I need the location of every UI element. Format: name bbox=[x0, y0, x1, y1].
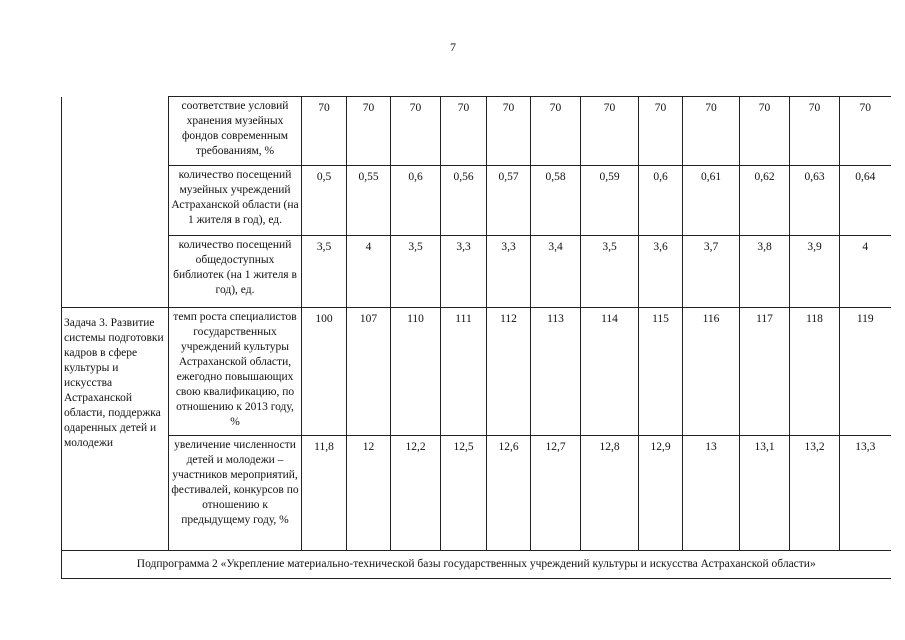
table-row bbox=[62, 97, 891, 166]
value-cell: 70 bbox=[639, 97, 683, 166]
value-cell: 12,2 bbox=[391, 436, 441, 551]
page-number: 7 bbox=[450, 40, 456, 54]
value-cell: 0,63 bbox=[790, 166, 840, 236]
value-cell: 12,6 bbox=[487, 436, 531, 551]
value-cell: 70 bbox=[487, 97, 531, 166]
indicators-table bbox=[61, 96, 891, 579]
value-cell: 118 bbox=[790, 308, 840, 436]
value-cell: 70 bbox=[441, 97, 487, 166]
value-cell: 113 bbox=[531, 308, 581, 436]
value-cell: 3,5 bbox=[581, 236, 639, 308]
table-row bbox=[62, 236, 891, 308]
value-cell: 70 bbox=[740, 97, 790, 166]
value-cell: 111 bbox=[441, 308, 487, 436]
subprogram-header: Подпрограмма 2 «Укрепление материально-технической базы государственных учреждений культуры и искусства Астраханской области» bbox=[62, 551, 891, 579]
indicator-cell: увеличение численности детей и молодежи – участников мероприятий, фестивалей, конкурсов по отношению к предыдущему году, % bbox=[169, 436, 302, 551]
indicator-cell: количество посещений общедоступных библиотек (на 1 жителя в год), ед. bbox=[169, 236, 302, 308]
value-cell: 12 bbox=[347, 436, 391, 551]
value-cell: 70 bbox=[302, 97, 347, 166]
value-cell: 0,57 bbox=[487, 166, 531, 236]
value-cell: 0,62 bbox=[740, 166, 790, 236]
value-cell: 116 bbox=[683, 308, 740, 436]
task-cell-empty bbox=[62, 97, 169, 308]
value-cell: 3,5 bbox=[391, 236, 441, 308]
value-cell: 0,6 bbox=[639, 166, 683, 236]
value-cell: 3,9 bbox=[790, 236, 840, 308]
value-cell: 70 bbox=[683, 97, 740, 166]
value-cell: 12,5 bbox=[441, 436, 487, 551]
value-cell: 114 bbox=[581, 308, 639, 436]
value-cell: 110 bbox=[391, 308, 441, 436]
value-cell: 70 bbox=[391, 97, 441, 166]
value-cell: 12,7 bbox=[531, 436, 581, 551]
task-cell: Задача 3. Развитие системы подготовки кадров в сфере культуры и искусства Астраханской области, поддержка одаренных детей и молодежи bbox=[62, 308, 169, 551]
value-cell: 3,3 bbox=[441, 236, 487, 308]
value-cell: 13,1 bbox=[740, 436, 790, 551]
value-cell: 0,6 bbox=[391, 166, 441, 236]
value-cell: 11,8 bbox=[302, 436, 347, 551]
value-cell: 112 bbox=[487, 308, 531, 436]
value-cell: 0,5 bbox=[302, 166, 347, 236]
value-cell: 0,59 bbox=[581, 166, 639, 236]
value-cell: 3,7 bbox=[683, 236, 740, 308]
value-cell: 13,3 bbox=[840, 436, 891, 551]
value-cell: 70 bbox=[531, 97, 581, 166]
value-cell: 13,2 bbox=[790, 436, 840, 551]
value-cell: 70 bbox=[581, 97, 639, 166]
value-cell: 100 bbox=[302, 308, 347, 436]
value-cell: 0,64 bbox=[840, 166, 891, 236]
value-cell: 0,55 bbox=[347, 166, 391, 236]
value-cell: 3,6 bbox=[639, 236, 683, 308]
value-cell: 3,5 bbox=[302, 236, 347, 308]
indicator-cell: соответствие условий хранения музейных фондов современным требованиям, % bbox=[169, 97, 302, 166]
value-cell: 115 bbox=[639, 308, 683, 436]
value-cell: 3,4 bbox=[531, 236, 581, 308]
subprogram-row bbox=[62, 551, 891, 579]
value-cell: 3,8 bbox=[740, 236, 790, 308]
value-cell: 4 bbox=[347, 236, 391, 308]
table-row bbox=[62, 436, 891, 551]
value-cell: 0,58 bbox=[531, 166, 581, 236]
value-cell: 119 bbox=[840, 308, 891, 436]
value-cell: 70 bbox=[840, 97, 891, 166]
value-cell: 3,3 bbox=[487, 236, 531, 308]
value-cell: 0,61 bbox=[683, 166, 740, 236]
value-cell: 12,9 bbox=[639, 436, 683, 551]
indicator-cell: темп роста специалистов государственных учреждений культуры Астраханской области, ежегодно повышающих свою квалификацию, по отношению к 2013 году, % bbox=[169, 308, 302, 436]
value-cell: 70 bbox=[790, 97, 840, 166]
indicator-cell: количество посещений музейных учреждений Астраханской области (на 1 жителя в год), ед. bbox=[169, 166, 302, 236]
value-cell: 12,8 bbox=[581, 436, 639, 551]
value-cell: 13 bbox=[683, 436, 740, 551]
value-cell: 4 bbox=[840, 236, 891, 308]
value-cell: 0,56 bbox=[441, 166, 487, 236]
table-row bbox=[62, 166, 891, 236]
value-cell: 117 bbox=[740, 308, 790, 436]
table-row bbox=[62, 308, 891, 436]
value-cell: 107 bbox=[347, 308, 391, 436]
value-cell: 70 bbox=[347, 97, 391, 166]
